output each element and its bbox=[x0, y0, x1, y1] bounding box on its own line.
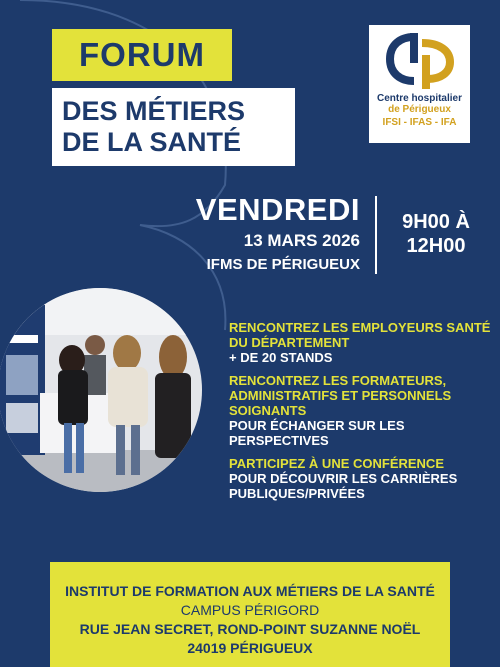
hospital-logo bbox=[369, 25, 470, 143]
hours-line1: 9H00 À bbox=[402, 211, 470, 233]
title-line-sante: DE LA SANTÉ bbox=[62, 127, 242, 157]
logo-line1: Centre hospitalier bbox=[376, 93, 463, 104]
info-text: POUR DÉCOUVRIR LES CARRIÈRES PUBLIQUES/PRIVÉES bbox=[229, 471, 458, 501]
divider bbox=[375, 196, 377, 274]
title-forum: FORUM bbox=[52, 29, 232, 81]
info-highlight: PARTICIPEZ À UNE CONFÉRENCE bbox=[229, 456, 444, 471]
logo-line2: de Périgueux bbox=[388, 104, 451, 115]
info-text: POUR ÉCHANGER SUR LES PERSPECTIVES bbox=[229, 418, 405, 448]
info-item bbox=[229, 373, 494, 448]
footer-institute: INSTITUT DE FORMATION AUX MÉTIERS DE LA SANTÉ bbox=[65, 583, 435, 599]
event-place: IFMS DE PÉRIGUEUX bbox=[206, 256, 360, 273]
event-hours bbox=[386, 210, 486, 258]
event-day: VENDREDI bbox=[195, 192, 360, 227]
title-metiers-sante bbox=[52, 88, 295, 166]
event-date-block bbox=[190, 192, 360, 275]
info-highlight: RENCONTREZ LES EMPLOYEURS SANTÉ DU DÉPARTEMENT bbox=[229, 320, 491, 350]
info-highlight: RENCONTREZ LES FORMATEURS, ADMINISTRATIFS ET PERSONNELS SOIGNANTS bbox=[229, 373, 452, 418]
hours-line2: 12H00 bbox=[406, 235, 466, 257]
info-item bbox=[229, 320, 494, 365]
event-photo bbox=[0, 275, 205, 505]
event-date: 13 MARS 2026 bbox=[243, 231, 360, 250]
chp-logo-icon bbox=[384, 29, 456, 91]
footer-city: 24019 PÉRIGUEUX bbox=[187, 640, 313, 656]
logo-line3: IFSI - IFAS - IFA bbox=[382, 117, 457, 128]
info-text: + DE 20 STANDS bbox=[229, 350, 333, 365]
footer-address bbox=[50, 562, 450, 667]
footer-street: RUE JEAN SECRET, ROND-POINT SUZANNE NOËL bbox=[79, 621, 421, 637]
info-list bbox=[229, 320, 494, 509]
footer-campus: CAMPUS PÉRIGORD bbox=[180, 602, 320, 618]
title-line-metiers: DES MÉTIERS bbox=[62, 96, 246, 126]
info-item bbox=[229, 456, 494, 501]
